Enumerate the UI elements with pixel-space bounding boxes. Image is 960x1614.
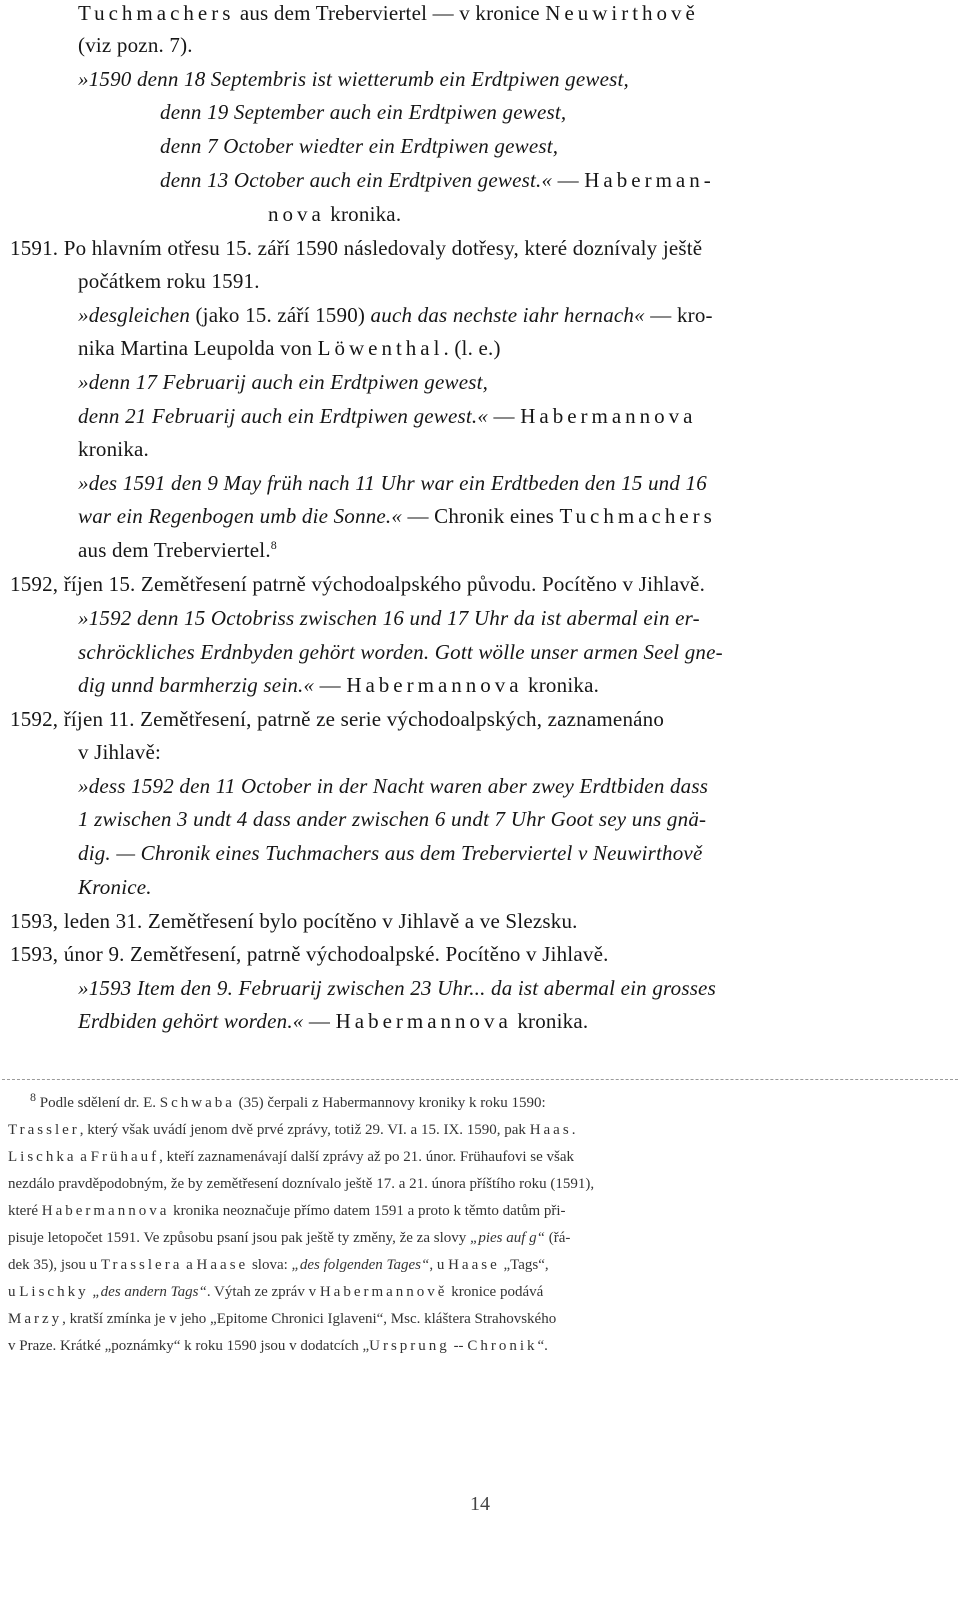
- text-run: Habermannova: [520, 404, 697, 428]
- text-line: [78, 266, 260, 296]
- text-run: „pies auf g“: [469, 1230, 545, 1246]
- text-run: počátkem roku 1591.: [78, 269, 260, 293]
- text-run: Habermannově: [319, 1284, 448, 1300]
- text-line: [78, 737, 161, 767]
- text-run: , který však uvádí jenom dvě prvé zprávy, totiž 29. VI. a 15. IX. 1590, pak: [79, 1122, 530, 1138]
- text-line: [78, 1006, 588, 1036]
- text-run: nezdálo pravděpodobným, že by zemětřesení doznívalo ještě 17. a 21. února příštího roku (1591),: [8, 1176, 595, 1192]
- text-run: schröckliches Erdnbyden gehört worden. Gott wölle unser armen Seel gne-: [78, 640, 723, 664]
- text-run: Tuchmachers: [559, 504, 716, 528]
- text-line: [78, 670, 599, 700]
- text-line: [78, 535, 277, 565]
- text-run: 1592, říjen 15. Zemětřesení patrně východoalpského původu. Pocítěno v Jihlavě.: [10, 572, 706, 596]
- text-run: , kratší zmínka je v jeho „Epitome Chronici Iglaveni“, Msc. kláštera Strahovského: [62, 1311, 557, 1327]
- footnote-line: [8, 1225, 570, 1251]
- text-line: [160, 165, 715, 195]
- text-line: [10, 939, 609, 969]
- text-run: — Chronik eines: [402, 504, 560, 528]
- text-line: [78, 872, 152, 902]
- text-run: (35) čerpali z Habermannovy kroniky k roku 1590:: [234, 1095, 546, 1111]
- footnote-line: [8, 1198, 566, 1224]
- text-run: slova:: [248, 1257, 292, 1273]
- text-run: kronika neoznačuje přímo datem 1591 a proto k těmto datům při-: [169, 1203, 566, 1219]
- text-run: a: [76, 1149, 91, 1165]
- text-run: nova: [268, 202, 325, 226]
- text-run: , kteří zaznamenávají další zprávy až po 21. únor. Frühaufovi se však: [159, 1149, 575, 1165]
- text-run: pisuje letopočet 1591. Ve způsobu psaní jsou pak ještě ty změny, že za slovy: [8, 1230, 470, 1246]
- text-run: »1590 denn 18 Septembris ist wietterumb ein Erdtpiwen gewest,: [78, 67, 629, 91]
- text-run: aus dem Treberviertel.: [78, 538, 271, 562]
- text-line: [10, 704, 664, 734]
- text-line: [268, 199, 401, 229]
- text-run: denn 13 October auch ein Erdtpiven gewest.«: [160, 168, 553, 192]
- text-run: „des andern Tags“: [92, 1284, 207, 1300]
- text-run: »dess 1592 den 11 October in der Nacht waren aber zwey Erdtbiden dass: [78, 774, 709, 798]
- text-run: aus dem Treberviertel — v kronice: [234, 1, 546, 25]
- text-run: Löwenthal: [317, 336, 444, 360]
- text-run: auch das nechste iahr hernach«: [370, 303, 645, 327]
- text-line: [78, 367, 488, 397]
- text-run: --: [449, 1338, 468, 1354]
- text-run: dek 35), jsou u: [8, 1257, 101, 1273]
- text-line: [78, 434, 149, 464]
- text-run: denn 19 September auch ein Erdtpiwen gewest,: [160, 100, 567, 124]
- text-line: [78, 64, 629, 94]
- text-run: „Tags“,: [499, 1257, 549, 1273]
- text-line: [78, 30, 193, 60]
- footnote-line: [8, 1279, 543, 1305]
- text-line: [78, 771, 708, 801]
- text-line: [10, 906, 578, 936]
- text-line: [78, 333, 501, 363]
- text-run: 1 zwischen 3 undt 4 dass ander zwischen 6 undt 7 Uhr Goot sey uns gnä-: [78, 807, 707, 831]
- text-run: Habermannova: [335, 1009, 512, 1033]
- text-run: Podle sdělení dr. E.: [36, 1095, 160, 1111]
- text-run: — kro-: [644, 303, 713, 327]
- text-run: 1592, říjen 11. Zemětřesení, patrně ze serie východoalpských, zaznamenáno: [10, 707, 665, 731]
- text-run: —: [552, 168, 585, 192]
- text-run: Habermannova: [346, 673, 523, 697]
- text-run: “.: [537, 1338, 548, 1354]
- text-line: [10, 233, 702, 263]
- text-run: nika Martina Leupolda von: [78, 336, 318, 360]
- footnote-line: [8, 1117, 575, 1143]
- footnote-line: [8, 1306, 556, 1332]
- text-run: Frühauf: [90, 1149, 160, 1165]
- text-run: a: [182, 1257, 197, 1273]
- text-run: 1593, leden 31. Zemětřesení bylo pocítěno v Jihlavě a ve Slezsku.: [10, 909, 578, 933]
- text-run: —: [488, 404, 521, 428]
- text-run: war ein Regenbogen umb die Sonne.«: [78, 504, 403, 528]
- text-run: »desgleichen: [78, 303, 191, 327]
- text-run: kronice podává: [447, 1284, 544, 1300]
- text-run: kronika.: [78, 437, 149, 461]
- text-run: 1591. Po hlavním otřesu 15. září 1590 následovaly dotřesy, které doznívaly ještě: [10, 236, 703, 260]
- text-run: Haase: [448, 1257, 500, 1273]
- text-run: Trassler: [8, 1122, 80, 1138]
- text-run: kronika.: [324, 202, 402, 226]
- text-run: Lischky: [19, 1284, 89, 1300]
- footnote-marker: 8: [30, 1090, 36, 1104]
- text-line: [78, 501, 716, 531]
- footnote-line: [8, 1252, 549, 1278]
- footnote-marker: 8: [270, 538, 277, 552]
- text-line: [78, 973, 716, 1003]
- text-line: [78, 637, 723, 667]
- footnote-line: [30, 1090, 546, 1116]
- text-run: »denn 17 Februarij auch ein Erdtpiwen gewest,: [78, 370, 489, 394]
- text-line: [78, 0, 699, 28]
- footnote-line: [8, 1144, 574, 1170]
- text-run: Erdbiden gehört worden.«: [78, 1009, 304, 1033]
- text-run: (jako 15. září 1590): [190, 303, 371, 327]
- text-run: . Výtah ze zpráv v: [206, 1284, 320, 1300]
- text-run: Haas: [529, 1122, 572, 1138]
- text-line: [78, 468, 707, 498]
- text-run: »1593 Item den 9. Februarij zwischen 23 Uhr... da ist abermal ein grosses: [78, 976, 716, 1000]
- text-line: [78, 603, 700, 633]
- text-run: Habermannova: [41, 1203, 170, 1219]
- text-run: »des 1591 den 9 May früh nach 11 Uhr war ein Erdtbeden den 15 und 16: [78, 471, 707, 495]
- text-run: .: [571, 1122, 576, 1138]
- text-run: u: [8, 1284, 20, 1300]
- page-number: 14: [470, 1493, 490, 1515]
- text-run: Haase: [196, 1257, 249, 1273]
- text-run: Kronice.: [78, 875, 152, 899]
- text-run: Neuwirthově: [545, 1, 699, 25]
- text-run: . (l. e.): [443, 336, 501, 360]
- text-run: Schwaba: [159, 1095, 235, 1111]
- text-line: [78, 401, 696, 431]
- footnote-line: [8, 1333, 548, 1359]
- text-line: [160, 97, 566, 127]
- text-run: »1592 denn 15 Octobriss zwischen 16 und 17 Uhr da ist abermal ein er-: [78, 606, 700, 630]
- text-run: Lischka: [8, 1149, 77, 1165]
- text-run: Ursprung: [369, 1338, 450, 1354]
- text-run: dig. — Chronik eines Tuchmachers aus dem Treberviertel v Neuwirthově: [78, 841, 703, 865]
- text-run: v Jihlavě:: [78, 740, 162, 764]
- footnote-divider: [2, 1079, 958, 1080]
- text-run: Trasslera: [100, 1257, 183, 1273]
- text-line: [78, 838, 702, 868]
- text-run: (řá-: [545, 1230, 571, 1246]
- text-run: kronika.: [511, 1009, 589, 1033]
- text-run: dig unnd barmherzig sein.«: [78, 673, 315, 697]
- text-line: [78, 300, 713, 330]
- footnote-line: [8, 1171, 594, 1197]
- text-run: „des folgenden Tages“: [291, 1257, 430, 1273]
- text-run: v Praze. Krátké „poznámky“ k roku 1590 jsou v dodatcích „: [8, 1338, 370, 1354]
- text-run: , u: [429, 1257, 449, 1273]
- text-run: denn 21 Februarij auch ein Erdtpiwen gewest.«: [78, 404, 489, 428]
- text-line: [10, 569, 705, 599]
- text-line: [160, 131, 558, 161]
- text-run: 1593, únor 9. Zemětřesení, patrně východoalpské. Pocítěno v Jihlavě.: [10, 942, 609, 966]
- text-run: Haberman-: [584, 168, 715, 192]
- text-run: Chronik: [467, 1338, 538, 1354]
- text-run: Marzy: [8, 1311, 63, 1327]
- text-run: kronika.: [522, 673, 600, 697]
- text-line: [78, 804, 706, 834]
- text-run: denn 7 October wiedter ein Erdtpiwen gewest,: [160, 134, 559, 158]
- text-run: (viz pozn. 7).: [78, 33, 193, 57]
- text-run: —: [314, 673, 347, 697]
- text-run: —: [303, 1009, 336, 1033]
- text-run: které: [8, 1203, 42, 1219]
- text-run: Tuchmachers: [78, 1, 235, 25]
